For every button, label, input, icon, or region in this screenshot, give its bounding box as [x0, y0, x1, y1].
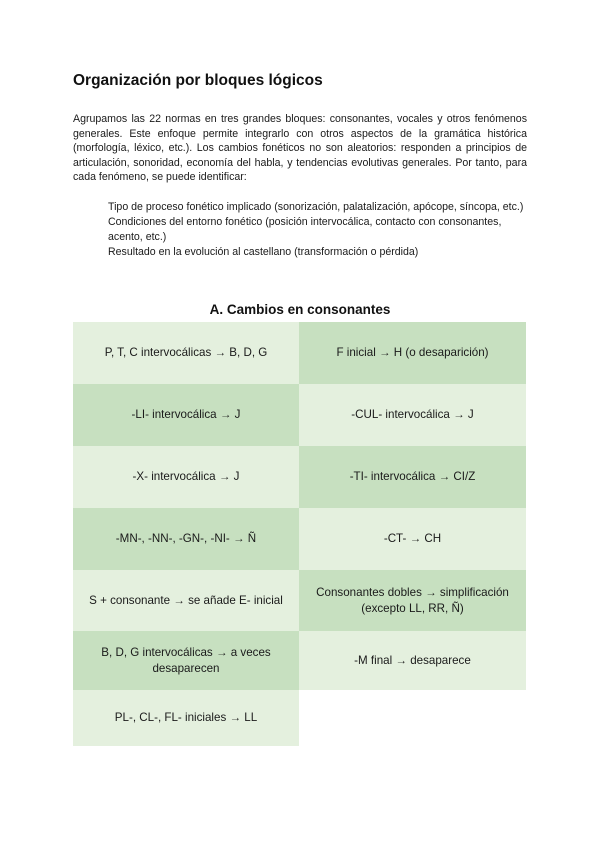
- page-heading: Organización por bloques lógicos: [73, 72, 323, 89]
- table-cell: -MN-, -NN-, -GN-, -NI- → Ñ: [73, 508, 299, 570]
- list-item: Condiciones del entorno fonético (posición intervocálica, contacto con consonantes, acento, etc.): [108, 215, 502, 243]
- consonant-changes-table: [73, 322, 526, 746]
- empty-cell: [299, 690, 526, 746]
- list-item: Tipo de proceso fonético implicado (sonorización, palatalización, apócope, síncopa, etc.): [108, 201, 524, 213]
- table-cell: -LI- intervocálica → J: [73, 384, 299, 446]
- criteria-list: [108, 200, 528, 260]
- list-item: Resultado en la evolución al castellano (transformación o pérdida): [108, 245, 419, 258]
- table-cell: S + consonante → se añade E- inicial: [73, 570, 299, 631]
- table-cell: -CT- → CH: [299, 508, 526, 570]
- table-cell: F inicial → H (o desaparición): [299, 322, 526, 384]
- table-cell: -TI- intervocálica → CI/Z: [299, 446, 526, 508]
- table-cell: -M final → desaparece: [299, 631, 526, 690]
- table-cell: B, D, G intervocálicas → a veces desaparecen: [73, 631, 299, 690]
- intro-paragraph: Agrupamos las 22 normas en tres grandes bloques: consonantes, vocales y otros fenómenos generales. Este enfoque permite integrarlo con otros aspectos de la gramática histórica (morfología, léxico, etc.). Los cambios fonéticos no son aleatorios: responden a principios de articulación, sonoridad, economía del habla, y tendencias evolutivas generales. Por tanto, para cada fenómeno, se puede identificar:: [73, 113, 527, 184]
- table-cell: -X- intervocálica → J: [73, 446, 299, 508]
- table-cell: Consonantes dobles → simplificación (excepto LL, RR, Ñ): [299, 570, 526, 631]
- table-cell: -CUL- intervocálica → J: [299, 384, 526, 446]
- table-cell: PL-, CL-, FL- iniciales → LL: [73, 690, 299, 746]
- table-cell: P, T, C intervocálicas → B, D, G: [73, 322, 299, 384]
- section-title: A. Cambios en consonantes: [209, 302, 391, 317]
